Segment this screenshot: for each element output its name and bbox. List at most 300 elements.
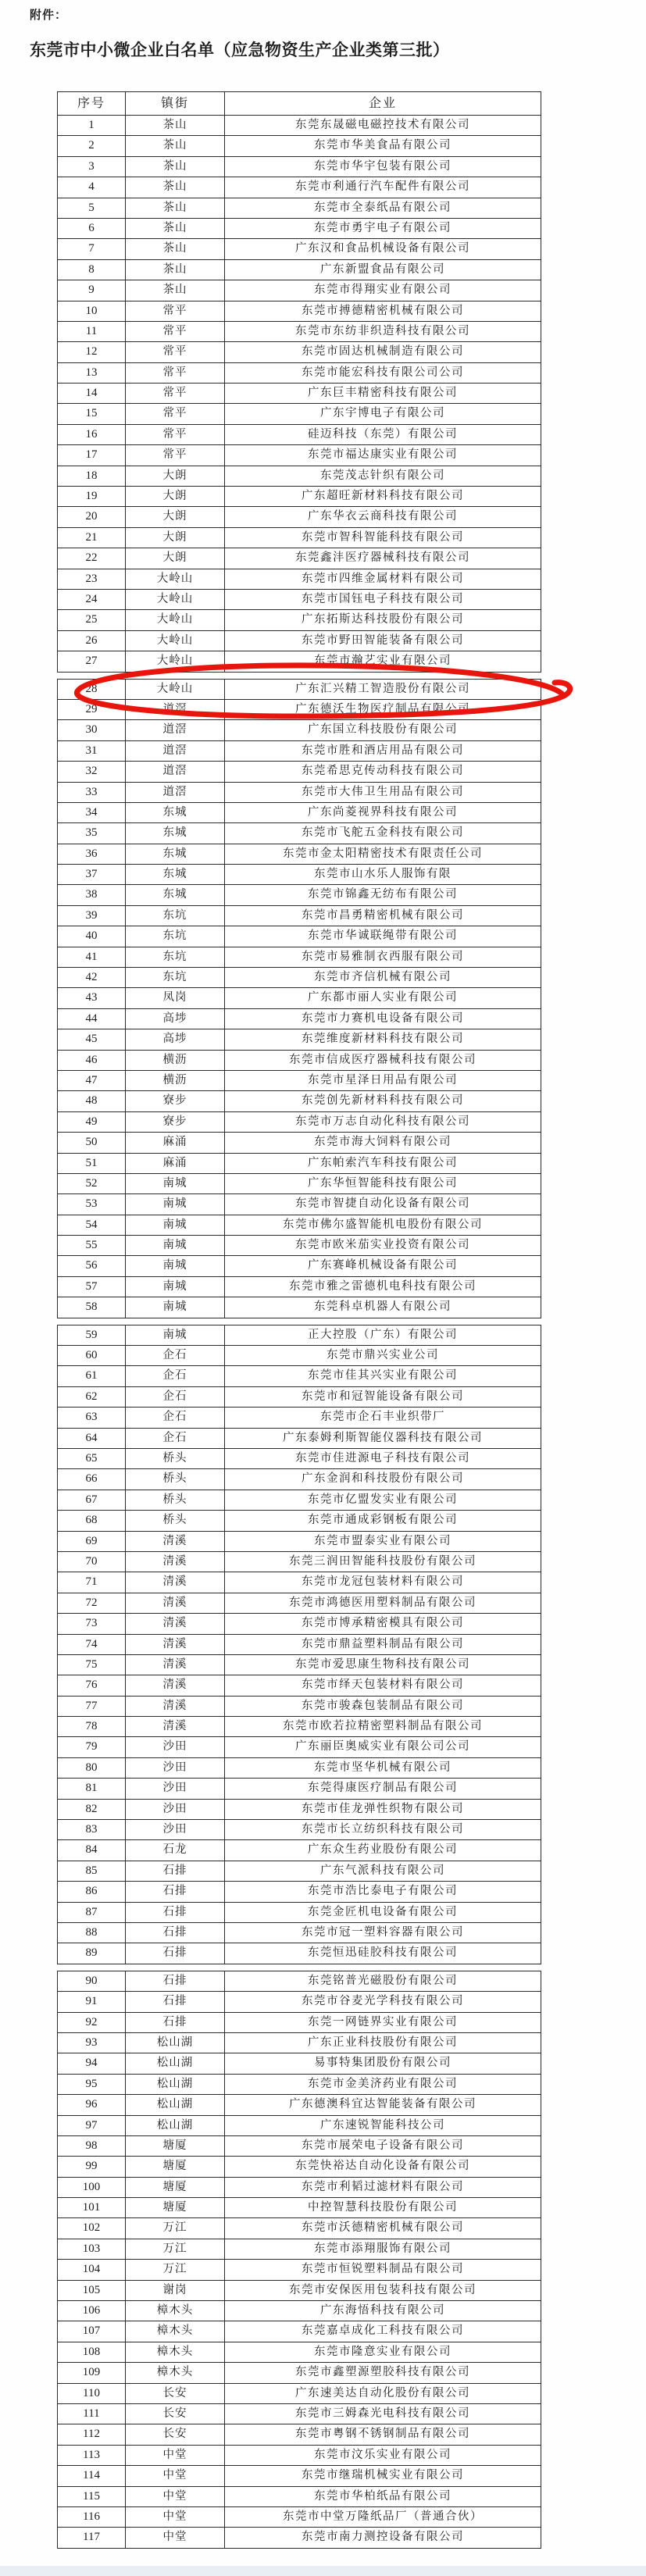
row-number-cell: 35 (85, 826, 98, 840)
town-cell: 茶山 (125, 239, 224, 259)
row-number-cell: 79 (85, 1740, 98, 1754)
company-cell: 广东海悟科技有限公司 (224, 2301, 541, 2321)
company-cell: 东莞东晟磁电磁控技术有限公司 (224, 116, 541, 135)
company-cell: 东莞市福达康实业有限公司 (224, 445, 541, 465)
row-number-cell: 104 (82, 2263, 101, 2276)
table-row (58, 2445, 541, 2465)
town-cell: 茶山 (125, 280, 224, 300)
table-row (58, 884, 541, 904)
town-cell: 清溪 (125, 1552, 224, 1572)
column-header: 企业 (224, 92, 541, 115)
town-cell: 樟木头 (125, 2342, 224, 2362)
table-row (58, 2197, 541, 2217)
company-cell: 东莞市万志自动化科技有限公司 (224, 1112, 541, 1132)
table-row (58, 1132, 541, 1152)
row-number-cell: 34 (85, 805, 98, 819)
town-cell: 中堂 (125, 2507, 224, 2527)
town-cell: 道滘 (125, 741, 224, 761)
table-row (58, 699, 541, 719)
table-page-segment (57, 91, 541, 673)
table-row (58, 569, 541, 589)
row-number-cell: 40 (85, 929, 98, 943)
company-cell: 东莞市全泰纸品有限公司 (224, 198, 541, 218)
table-row (58, 1634, 541, 1654)
table-row (58, 2486, 541, 2506)
table-row (58, 1235, 541, 1255)
company-cell: 东莞市智捷自动化设备有限公司 (224, 1194, 541, 1214)
company-cell: 东莞一网链界实业有限公司 (224, 2013, 541, 2032)
town-cell: 道滘 (125, 700, 224, 719)
town-cell: 麻涌 (125, 1133, 224, 1152)
company-cell: 东莞维度新材料科技有限公司 (224, 1029, 541, 1049)
town-cell: 中堂 (125, 2446, 224, 2465)
row-number-cell: 107 (82, 2324, 101, 2338)
row-number-cell: 62 (85, 1390, 98, 1403)
company-cell: 东莞市粤钢不锈钢制品有限公司 (224, 2424, 541, 2444)
row-number-cell: 23 (85, 572, 98, 585)
company-cell: 广东巨丰精密科技有限公司 (224, 384, 541, 403)
table-row (58, 198, 541, 218)
town-cell: 东城 (125, 844, 224, 864)
town-cell: 塘厦 (125, 2157, 224, 2176)
company-cell: 东莞市继瑞机械实业有限公司 (224, 2466, 541, 2485)
row-number-cell: 45 (85, 1033, 98, 1046)
town-cell: 茶山 (125, 260, 224, 280)
town-cell: 东坑 (125, 906, 224, 926)
company-cell: 广东速美达自动化股份有限公司 (224, 2384, 541, 2403)
company-cell: 东莞金匠机电设备有限公司 (224, 1903, 541, 1922)
company-cell: 东莞市鸿德医用塑料制品有限公司 (224, 1593, 541, 1613)
company-cell: 广东德澳科宜达智能装备有限公司 (224, 2095, 541, 2114)
company-cell: 东莞快裕达自动化设备有限公司 (224, 2157, 541, 2176)
company-cell: 东莞市野田智能装备有限公司 (224, 631, 541, 651)
company-cell: 东莞市三姆森光电科技有限公司 (224, 2404, 541, 2424)
row-number-cell: 52 (85, 1176, 98, 1190)
row-number-cell: 25 (85, 613, 98, 626)
row-number-cell: 12 (85, 345, 98, 359)
row-number-cell: 28 (85, 682, 98, 695)
row-number-cell: 15 (85, 407, 98, 420)
row-number-cell: 41 (85, 950, 98, 963)
town-cell: 大朗 (125, 466, 224, 486)
company-cell: 东莞市南力测控设备有限公司 (224, 2528, 541, 2547)
row-number-cell: 16 (85, 427, 98, 441)
table-row (58, 1613, 541, 1633)
row-number-cell: 73 (85, 1617, 98, 1630)
table-row (58, 156, 541, 177)
company-cell: 东莞市鑫塑源塑胶科技有限公司 (224, 2363, 541, 2382)
company-cell: 东莞市华美食品有限公司 (224, 136, 541, 155)
table-row (58, 2032, 541, 2053)
town-cell: 松山湖 (125, 2095, 224, 2114)
row-number-cell: 17 (85, 448, 98, 462)
row-number-cell: 7 (88, 242, 95, 255)
row-number-cell: 113 (83, 2448, 100, 2461)
table-row (58, 1572, 541, 1592)
town-cell: 松山湖 (125, 2053, 224, 2073)
table-row (58, 2506, 541, 2527)
company-cell: 东莞市利通行汽车配件有限公司 (224, 177, 541, 197)
table-header-row (58, 92, 541, 115)
row-number-cell: 43 (85, 991, 98, 1004)
town-cell: 东城 (125, 865, 224, 884)
town-cell: 道滘 (125, 720, 224, 740)
row-number-cell: 61 (85, 1369, 98, 1383)
town-cell: 寮步 (125, 1112, 224, 1132)
table-row (58, 589, 541, 609)
row-number-cell: 5 (88, 201, 95, 214)
company-cell: 东莞市能宏科技有限公司公司 (224, 363, 541, 383)
town-cell: 大朗 (125, 528, 224, 548)
footer-strip (0, 2566, 646, 2576)
town-cell: 樟木头 (125, 2363, 224, 2382)
row-number-cell: 14 (85, 387, 98, 400)
table-row (58, 2403, 541, 2424)
company-cell: 广东宇博电子有限公司 (224, 404, 541, 423)
town-cell: 桥头 (125, 1469, 224, 1489)
table-row (58, 864, 541, 884)
table-row (58, 609, 541, 630)
table-row (58, 2012, 541, 2032)
row-number-cell: 110 (83, 2386, 100, 2399)
table-row (58, 2259, 541, 2279)
town-cell: 沙田 (125, 1820, 224, 1839)
table-row (58, 1736, 541, 1757)
town-cell: 松山湖 (125, 2075, 224, 2094)
table-row (58, 403, 541, 423)
row-number-cell: 60 (85, 1349, 98, 1362)
table-row (58, 218, 541, 238)
town-cell: 万江 (125, 2260, 224, 2279)
town-cell: 沙田 (125, 1758, 224, 1778)
row-number-cell: 3 (88, 159, 95, 173)
table-row (58, 1696, 541, 1716)
company-cell: 东莞市展荣电子设备有限公司 (224, 2136, 541, 2156)
town-cell: 南城 (125, 1236, 224, 1255)
table-row (58, 1008, 541, 1029)
company-cell: 东莞市佳进源电子科技有限公司 (224, 1449, 541, 1468)
table-row (58, 466, 541, 486)
table-row (58, 1716, 541, 1736)
table-row (58, 1365, 541, 1386)
company-cell: 东莞市谷麦光学科技有限公司 (224, 1992, 541, 2011)
row-number-cell: 1 (88, 119, 95, 131)
table-row (58, 719, 541, 740)
row-number-cell: 54 (85, 1218, 98, 1231)
column-header: 镇街 (125, 92, 224, 115)
company-cell: 东莞市盟泰实业有限公司 (224, 1532, 541, 1551)
row-number-cell: 29 (85, 702, 98, 715)
company-cell: 东莞市隆意实业有限公司 (224, 2342, 541, 2362)
company-cell: 东莞创先新材料科技有限公司 (224, 1091, 541, 1111)
table-row (58, 761, 541, 781)
town-cell: 常平 (125, 445, 224, 465)
company-cell: 东莞市坚华机械有限公司 (224, 1758, 541, 1778)
town-cell: 企石 (125, 1429, 224, 1448)
company-cell: 广东拓斯达科技股份有限公司 (224, 610, 541, 630)
company-cell: 东莞市欧米茄实业投资有限公司 (224, 1236, 541, 1255)
table-row (58, 527, 541, 548)
row-number-cell: 71 (85, 1575, 98, 1589)
table-row (58, 2074, 541, 2094)
table-row (58, 1448, 541, 1468)
table-row (58, 2465, 541, 2485)
row-number-cell: 97 (85, 2118, 98, 2132)
company-cell: 东莞市中堂万隆纸品厂（普通合伙） (224, 2507, 541, 2527)
table-row (58, 1490, 541, 1510)
company-cell: 东莞市海大饲料有限公司 (224, 1133, 541, 1152)
table-row (58, 486, 541, 506)
row-number-cell: 74 (85, 1637, 98, 1650)
table-row (58, 1255, 541, 1276)
town-cell: 清溪 (125, 1532, 224, 1551)
row-number-cell: 75 (85, 1657, 98, 1671)
town-cell: 常平 (125, 363, 224, 383)
town-cell: 南城 (125, 1256, 224, 1276)
table-page-segment (57, 1971, 541, 2549)
company-cell: 东莞市佛尔盛智能机电股份有限公司 (224, 1215, 541, 1235)
company-cell: 东莞市沃德精密机械有限公司 (224, 2218, 541, 2238)
row-number-cell: 76 (85, 1679, 98, 1692)
row-number-cell: 11 (85, 324, 98, 337)
company-cell: 东莞市绎天包装材料有限公司 (224, 1675, 541, 1695)
town-cell: 南城 (125, 1325, 224, 1345)
table-row (58, 1029, 541, 1049)
table-row (58, 1654, 541, 1675)
company-cell: 东莞市华柏纸品有限公司 (224, 2487, 541, 2506)
column-header: 序号 (77, 97, 105, 110)
town-cell: 石排 (125, 1923, 224, 1943)
row-number-cell: 46 (85, 1053, 98, 1066)
town-cell: 石排 (125, 1992, 224, 2011)
row-number-cell: 63 (85, 1411, 98, 1424)
table-row (58, 1991, 541, 2011)
town-cell: 常平 (125, 322, 224, 341)
table-row (58, 2217, 541, 2238)
row-number-cell: 108 (82, 2345, 101, 2358)
table-row (58, 1428, 541, 1448)
row-number-cell: 115 (83, 2489, 100, 2503)
company-cell: 东莞市龙冠包装材料有限公司 (224, 1572, 541, 1592)
row-number-cell: 84 (85, 1843, 98, 1857)
row-number-cell: 80 (85, 1761, 98, 1774)
town-cell: 樟木头 (125, 2321, 224, 2341)
table-row (58, 2135, 541, 2156)
company-cell: 东莞市智科智能科技有限公司 (224, 528, 541, 548)
row-number-cell: 86 (85, 1885, 98, 1898)
row-number-cell: 100 (82, 2180, 101, 2193)
row-number-cell: 27 (85, 655, 98, 668)
table-row (58, 630, 541, 651)
row-number-cell: 72 (85, 1596, 98, 1609)
row-number-cell: 33 (85, 785, 98, 798)
town-cell: 高埗 (125, 1009, 224, 1029)
row-number-cell: 103 (82, 2242, 101, 2255)
company-cell: 东莞市昌勇精密机械有限公司 (224, 906, 541, 926)
company-cell: 东莞市四维金属材料有限公司 (224, 569, 541, 589)
company-cell: 东莞市利韬过滤材料有限公司 (224, 2178, 541, 2197)
town-cell: 高埗 (125, 1029, 224, 1049)
table-row (58, 1881, 541, 1901)
row-number-cell: 64 (85, 1431, 98, 1444)
table-row (58, 238, 541, 259)
company-cell: 东莞市华宇包装有限公司 (224, 157, 541, 177)
town-cell: 石排 (125, 1971, 224, 1991)
table-row (58, 822, 541, 843)
company-cell: 广东华衣云商科技有限公司 (224, 507, 541, 526)
company-cell: 东莞市金太阳精密技术有限责任公司 (224, 844, 541, 864)
town-cell: 清溪 (125, 1717, 224, 1736)
town-cell: 清溪 (125, 1635, 224, 1654)
table-row (58, 2156, 541, 2176)
town-cell: 中堂 (125, 2528, 224, 2547)
table-row (58, 844, 541, 864)
table-row (58, 1839, 541, 1860)
company-cell: 东莞市博承精密模具有限公司 (224, 1614, 541, 1633)
town-cell: 桥头 (125, 1449, 224, 1468)
company-cell: 广东德沃生物医疗制品有限公司 (224, 700, 541, 719)
row-number-cell: 19 (85, 490, 98, 503)
row-number-cell: 70 (85, 1554, 98, 1568)
table-row (58, 1593, 541, 1613)
town-cell: 寮步 (125, 1091, 224, 1111)
row-number-cell: 4 (88, 180, 95, 194)
table-row (58, 947, 541, 967)
town-cell: 茶山 (125, 219, 224, 238)
town-cell: 清溪 (125, 1697, 224, 1716)
company-cell: 东莞市鼎兴实业公司 (224, 1346, 541, 1365)
company-cell: 东莞市冠一塑料容器有限公司 (224, 1923, 541, 1943)
table-row (58, 1215, 541, 1235)
company-cell: 广东汇兴精工智造股份有限公司 (224, 680, 541, 699)
town-cell: 清溪 (125, 1593, 224, 1613)
town-cell: 南城 (125, 1215, 224, 1235)
row-number-cell: 24 (85, 592, 98, 605)
table-row (58, 802, 541, 822)
table-row (58, 444, 541, 465)
town-cell: 沙田 (125, 1800, 224, 1819)
company-cell: 东莞市易雅制衣西服有限公司 (224, 947, 541, 967)
company-cell: 广东国立科技股份有限公司 (224, 720, 541, 740)
town-cell: 东城 (125, 803, 224, 822)
table-row (58, 1407, 541, 1427)
town-cell: 企石 (125, 1408, 224, 1427)
town-cell: 南城 (125, 1174, 224, 1193)
town-cell: 企石 (125, 1387, 224, 1407)
row-number-cell: 65 (85, 1452, 98, 1465)
company-cell: 东莞市佳其兴实业有限公司 (224, 1366, 541, 1386)
table-row (58, 2280, 541, 2300)
town-cell: 长安 (125, 2384, 224, 2403)
row-number-cell: 111 (83, 2407, 100, 2420)
company-cell: 东莞市飞舵五金科技有限公司 (224, 823, 541, 843)
town-cell: 大岭山 (125, 651, 224, 671)
row-number-cell: 10 (85, 304, 98, 317)
town-cell: 樟木头 (125, 2301, 224, 2321)
row-number-cell: 106 (82, 2304, 101, 2317)
row-number-cell: 68 (85, 1514, 98, 1527)
town-cell: 桥头 (125, 1511, 224, 1530)
row-number-cell: 8 (88, 262, 95, 276)
table-row (58, 115, 541, 135)
row-number-cell: 31 (85, 744, 98, 757)
company-cell: 东莞市爱思康生物科技有限公司 (224, 1655, 541, 1675)
company-cell: 东莞市汶乐实业有限公司 (224, 2446, 541, 2465)
page-title: 东莞市中小微企业白名单（应急物资生产企业类第三批） (30, 41, 450, 59)
table-row (58, 1757, 541, 1778)
town-cell: 南城 (125, 1277, 224, 1297)
row-number-cell: 37 (85, 868, 98, 881)
table-row (58, 2053, 541, 2073)
table-row (58, 424, 541, 444)
row-number-cell: 101 (82, 2201, 101, 2214)
company-cell: 广东华恒智能科技有限公司 (224, 1174, 541, 1193)
table-row (58, 1173, 541, 1193)
town-cell: 常平 (125, 301, 224, 321)
row-number-cell: 91 (85, 1995, 98, 2008)
company-cell: 东莞市添翔服饰有限公司 (224, 2239, 541, 2259)
row-number-cell: 9 (88, 284, 95, 297)
company-cell: 东莞铭普光磁股份有限公司 (224, 1971, 541, 1991)
town-cell: 大朗 (125, 507, 224, 526)
row-number-cell: 102 (82, 2221, 101, 2235)
town-cell: 石排 (125, 1882, 224, 1901)
table-row-highlighted (58, 680, 541, 699)
row-number-cell: 82 (85, 1802, 98, 1815)
row-number-cell: 26 (85, 633, 98, 647)
town-cell: 茶山 (125, 177, 224, 197)
table-page-segment (57, 679, 541, 1318)
row-number-cell: 20 (85, 510, 98, 523)
table-row (58, 2527, 541, 2547)
town-cell: 东坑 (125, 947, 224, 967)
town-cell: 万江 (125, 2218, 224, 2238)
table-row (58, 1276, 541, 1297)
town-cell: 企石 (125, 1346, 224, 1365)
town-cell: 石排 (125, 1903, 224, 1922)
row-number-cell: 95 (85, 2077, 98, 2090)
table-row (58, 1551, 541, 1572)
table-row (58, 1531, 541, 1551)
row-number-cell: 67 (85, 1493, 98, 1506)
table-row (58, 1778, 541, 1798)
company-cell: 东莞茂志针织有限公司 (224, 466, 541, 486)
row-number-cell: 59 (85, 1328, 98, 1341)
table-row (58, 1675, 541, 1695)
town-cell: 石排 (125, 1943, 224, 1963)
company-cell: 东莞市长立纺织科技有限公司 (224, 1820, 541, 1839)
table-row (58, 1861, 541, 1881)
table-row (58, 135, 541, 155)
town-cell: 企石 (125, 1366, 224, 1386)
table-row (58, 1297, 541, 1317)
row-number-cell: 2 (88, 139, 95, 152)
table-row (58, 1943, 541, 1963)
town-cell: 东城 (125, 885, 224, 904)
row-number-cell: 88 (85, 1925, 98, 1939)
table-row (58, 1386, 541, 1407)
company-cell: 东莞市恒锐塑料制品有限公司 (224, 2260, 541, 2279)
table-row (58, 548, 541, 568)
company-cell: 东莞市搏德精密机械有限公司 (224, 301, 541, 321)
company-cell: 东莞市星泽日用品有限公司 (224, 1071, 541, 1090)
company-cell: 广东丽臣奥威实业有限公司公司 (224, 1737, 541, 1757)
company-cell: 广东速锐智能科技公司 (224, 2116, 541, 2135)
table-row (58, 1799, 541, 1819)
company-cell: 东莞市固达机械制造有限公司 (224, 342, 541, 362)
table-row (58, 2362, 541, 2382)
row-number-cell: 6 (88, 221, 95, 234)
